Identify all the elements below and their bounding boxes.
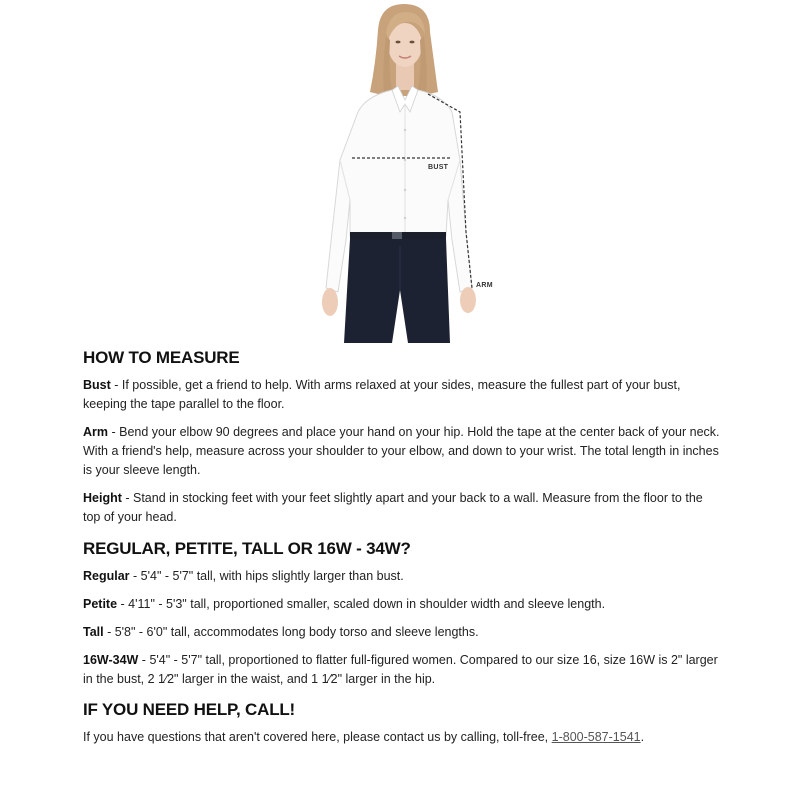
model-measurement-image	[300, 0, 500, 343]
womens-text: 5'4" - 5'7" tall, proportioned to flatter full-figured women. Compared to our size 16, size 16W is 2" larger in the bust, 2 1⁄2" larger in the waist, and 1 1⁄2" larger in the hip.	[83, 653, 718, 686]
separator: -	[108, 425, 120, 439]
term-16w-34w: 16W-34W	[83, 653, 139, 667]
help-heading: IF YOU NEED HELP, CALL!	[83, 700, 296, 719]
help-section	[83, 698, 723, 747]
tall-text: 5'8" - 6'0" tall, accommodates long body torso and sleeve lengths.	[114, 625, 479, 639]
phone-link[interactable]: 1-800-587-1541	[551, 730, 641, 744]
height-text: Stand in stocking feet with your feet slightly apart and your back to a wall. Measure from the floor to the top of your head.	[83, 491, 703, 524]
separator: -	[138, 653, 150, 667]
model-illustration	[300, 0, 500, 343]
help-text	[83, 728, 723, 747]
womens-fit	[83, 651, 723, 689]
arm-label: ARM	[476, 282, 493, 289]
term-regular: Regular	[83, 569, 130, 583]
bust-label: BUST	[428, 164, 449, 171]
height-instruction	[83, 489, 723, 527]
term-height: Height	[83, 491, 122, 505]
arm-instruction	[83, 423, 723, 480]
arm-text: Bend your elbow 90 degrees and place your hand on your hip. Hold the tape at the center back of your neck. With a friend's help, measure across your shoulder to your elbow, and down to your wrist. The total length in inches is your sleeve length.	[83, 425, 720, 477]
separator: -	[103, 625, 115, 639]
separator: -	[121, 491, 133, 505]
petite-fit	[83, 595, 723, 614]
separator: -	[129, 569, 141, 583]
regular-text: 5'4" - 5'7" tall, with hips slightly larger than bust.	[140, 569, 404, 583]
petite-text: 4'11" - 5'3" tall, proportioned smaller, scaled down in shoulder width and sleeve length.	[128, 597, 606, 611]
separator: -	[117, 597, 129, 611]
term-tall: Tall	[83, 625, 104, 639]
bust-text: If possible, get a friend to help. With arms relaxed at your sides, measure the fullest part of your bust, keeping the tape parallel to the floor.	[83, 378, 681, 411]
fit-types-section	[83, 537, 723, 689]
term-bust: Bust	[83, 378, 111, 392]
help-text-after: .	[640, 730, 645, 744]
tall-fit	[83, 623, 723, 642]
fit-types-heading: REGULAR, PETITE, TALL OR 16W - 34W?	[83, 539, 411, 558]
term-arm: Arm	[83, 425, 109, 439]
help-text-before: If you have questions that aren't covered here, please contact us by calling, toll-free,	[83, 730, 552, 744]
size-guide-content	[83, 346, 723, 747]
regular-fit	[83, 567, 723, 586]
how-to-measure-heading: HOW TO MEASURE	[83, 348, 240, 367]
bust-instruction	[83, 376, 723, 414]
separator: -	[110, 378, 122, 392]
term-petite: Petite	[83, 597, 118, 611]
how-to-measure-section	[83, 346, 723, 527]
